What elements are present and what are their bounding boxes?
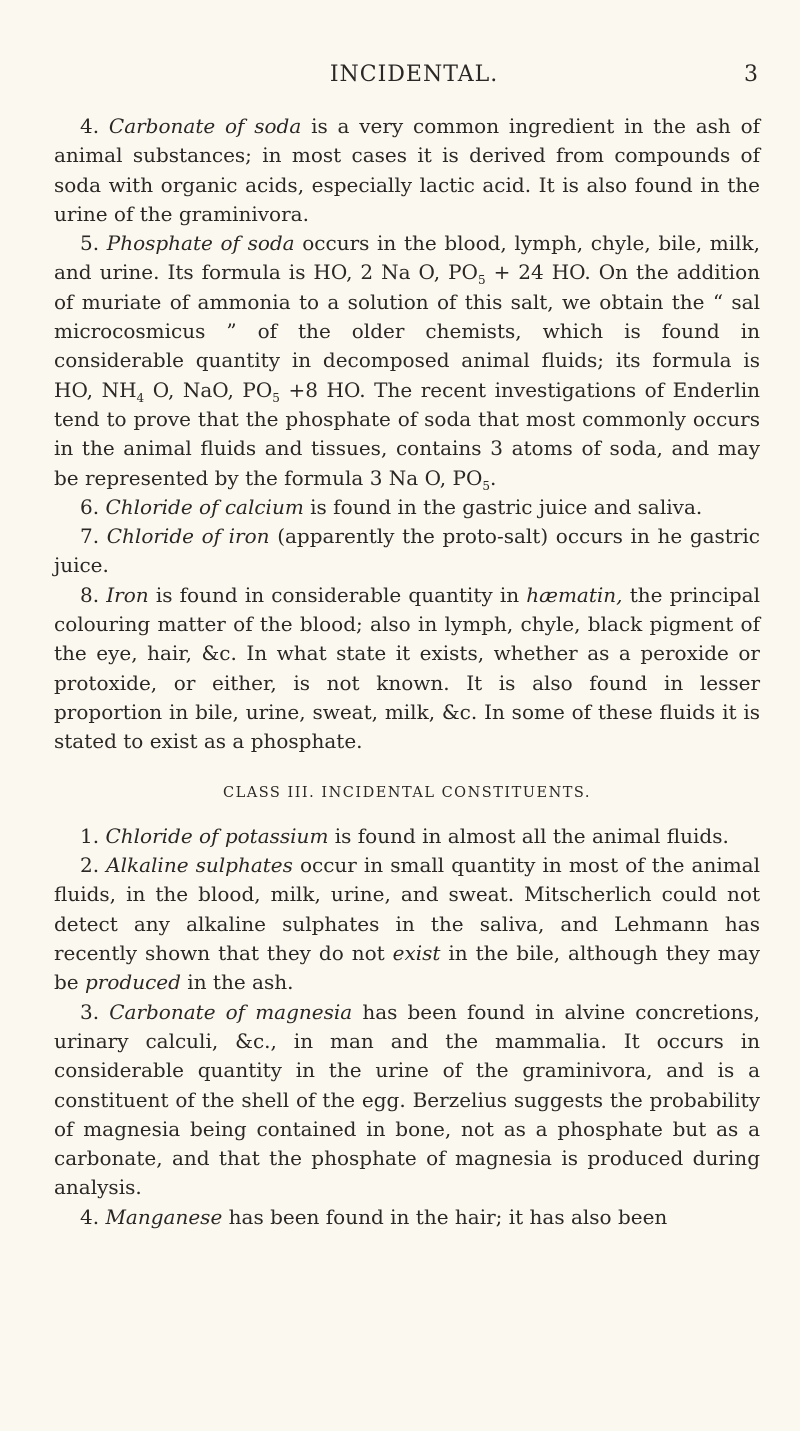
paragraph-phosphate-of-soda xyxy=(54,229,760,493)
item-number: 1. xyxy=(80,823,100,848)
item-text: in the bile, although they may be xyxy=(54,941,760,995)
paragraph-alkaline-sulphates xyxy=(54,851,760,997)
item-number: 3. xyxy=(80,999,100,1024)
item-number: 7. xyxy=(80,524,100,549)
item-number: 4. xyxy=(80,1204,100,1229)
item-italic-term: exist xyxy=(392,941,441,966)
paragraph-chloride-of-calcium xyxy=(54,493,760,522)
item-title: Chloride of calcium xyxy=(105,494,304,519)
item-text: is found in almost all the animal fluids. xyxy=(334,823,729,848)
item-text: occurs in the blood, lymph, chyle, bile, milk, and urine. Its formula is HO, 2 Na O, $PO_5 + 24$ HO. On the addition of muriate of ammonia to a solution of this salt, we obtain the “ sal microcosmicus ” of the older chemists, which is found in considerable quantity in decomposed animal fluids; its formula is HO, $NH_4$ O, NaO, $PO_5 +8$ HO. The recent investigations of Enderlin tend to prove that the phosphate of soda that most commonly occurs in the animal fluids and tissues, contains 3 atoms of soda, and may be represented by the formula 3 Na O, $PO_5$. xyxy=(54,231,761,493)
item-text: has been found in alvine concretions, urinary calculi, &c., in man and the mammalia. It occurs in considerable quantity in the urine of the graminivora, and is a constituent of the shell of the egg. Berzelius suggests the probability of magnesia being contained in bone, not as a phosphate but as a carbonate, and that the phosphate of magnesia is produced during analysis. xyxy=(54,999,761,1200)
item-title: Manganese xyxy=(105,1204,223,1229)
item-number: 6. xyxy=(80,494,100,519)
body-text xyxy=(54,112,760,1232)
item-text: occur in small quantity in most of the animal fluids, in the blood, milk, urine, and sweat. Mitscherlich could not detect any alkaline sulphates in the saliva, and Lehmann has recently shown that they do not xyxy=(54,853,761,966)
paragraph-carbonate-of-magnesia xyxy=(54,998,760,1203)
item-number: 4. xyxy=(80,114,100,138)
item-title: Carbonate of soda xyxy=(108,114,302,138)
item-number: 2. xyxy=(80,853,100,878)
item-italic-term: produced xyxy=(85,970,181,995)
item-number: 8. xyxy=(80,582,100,607)
item-text: is found in considerable quantity in xyxy=(155,582,520,607)
page-header xyxy=(70,62,758,96)
item-title: Chloride of potassium xyxy=(105,823,329,848)
item-text: is a very common ingredient in the ash of animal substances; in most cases it is derived from compounds of soda with organic acids, especially lactic acid. It is also found in the urine of the graminivora. xyxy=(54,114,761,226)
paragraph-manganese xyxy=(54,1203,760,1232)
item-title: Carbonate of magnesia xyxy=(109,999,353,1024)
item-italic-term: hæmatin, xyxy=(526,582,623,607)
paragraph-iron xyxy=(54,581,760,757)
page-number: 3 xyxy=(744,62,758,87)
item-text: (apparently the proto-salt) occurs in he gastric juice. xyxy=(54,524,761,578)
paragraph-chloride-of-potassium xyxy=(54,822,760,851)
paragraph-chloride-of-iron xyxy=(54,522,760,581)
item-title: Iron xyxy=(106,582,149,607)
item-text: has been found in the hair; it has also been xyxy=(228,1204,668,1229)
paragraph-carbonate-of-soda xyxy=(54,112,760,229)
item-text: the principal colouring matter of the blood; also in lymph, chyle, black pigment of the eye, hair, &c. In what state it exists, whether as a peroxide or protoxide, or either, is not known. It is also found in lesser proportion in bile, urine, sweat, milk, &c. In some of these fluids it is stated to exist as a phosphate. xyxy=(54,582,760,754)
item-title: Alkaline sulphates xyxy=(106,853,293,878)
running-title: INCIDENTAL. xyxy=(329,62,499,87)
item-number: 5. xyxy=(80,231,100,256)
item-text: is found in the gastric juice and saliva. xyxy=(310,494,703,519)
item-title: Chloride of iron xyxy=(106,524,270,549)
item-text: in the ash. xyxy=(187,970,294,995)
section-heading: CLASS III. INCIDENTAL CONSTITUENTS. xyxy=(223,784,591,801)
item-title: Phosphate of soda xyxy=(106,231,295,256)
